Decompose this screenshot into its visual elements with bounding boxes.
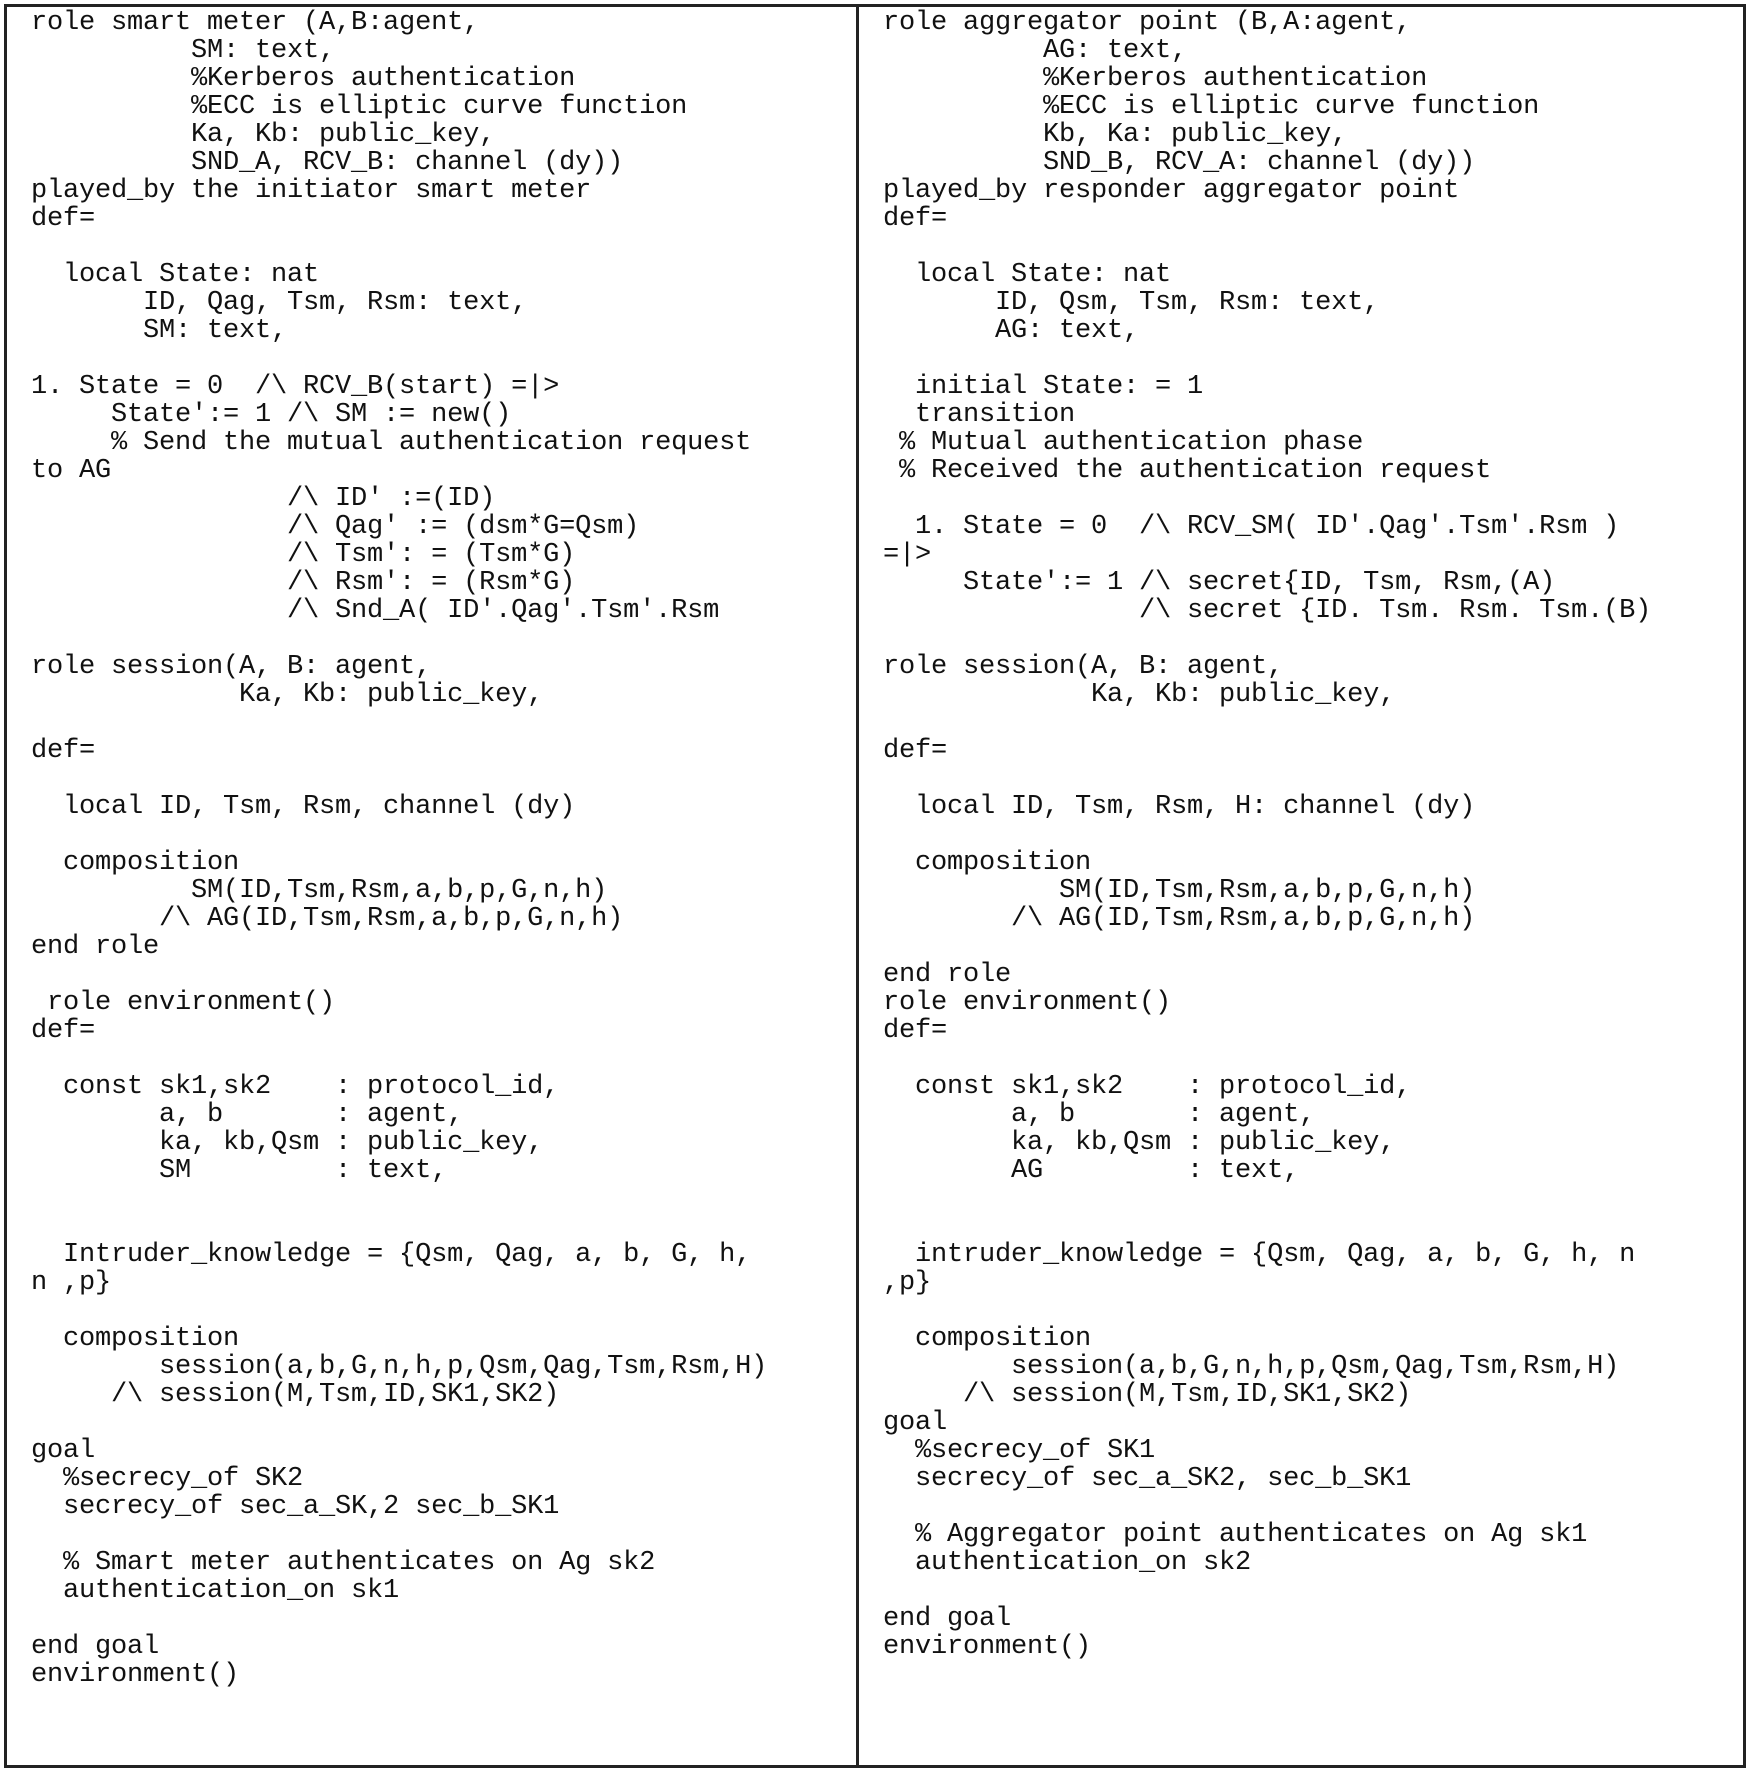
code-line: session(a,b,G,n,h,p,Qsm,Qag,Tsm,Rsm,H)	[31, 1352, 768, 1382]
code-line: role session(A, B: agent,	[31, 652, 432, 682]
code-line: 1. State = 0 /\ RCV_SM( ID'.Qag'.Tsm'.Rsm )	[883, 512, 1620, 542]
code-line: =|>	[883, 540, 932, 570]
code-line	[883, 485, 1739, 513]
code-line: role aggregator point (B,A:agent,	[883, 8, 1412, 38]
code-line: %Kerberos authentication	[883, 64, 1428, 94]
code-line: a, b : agent,	[31, 1100, 464, 1130]
code-line	[883, 233, 1739, 261]
code-line: role environment()	[31, 988, 336, 1018]
code-line	[31, 233, 852, 261]
code-line: /\ AG(ID,Tsm,Rsm,a,b,p,G,n,h)	[31, 904, 624, 934]
aggregator-point-code-block	[883, 9, 1739, 1661]
hlpsl-spec-table	[4, 4, 1746, 1768]
code-line: /\ Snd_A( ID'.Qag'.Tsm'.Rsm	[31, 596, 720, 626]
code-line: SM: text,	[31, 36, 336, 66]
code-line	[31, 961, 852, 989]
code-line: /\ ID' :=(ID)	[31, 484, 496, 514]
code-line	[883, 1493, 1739, 1521]
code-line: authentication_on sk2	[883, 1548, 1252, 1578]
code-line: session(a,b,G,n,h,p,Qsm,Qag,Tsm,Rsm,H)	[883, 1352, 1620, 1382]
code-line	[883, 345, 1739, 373]
code-line	[31, 765, 852, 793]
code-line: def=	[31, 736, 96, 766]
code-line: def=	[883, 204, 948, 234]
code-line: /\ session(M,Tsm,ID,SK1,SK2)	[31, 1380, 560, 1410]
code-line: /\ Rsm': = (Rsm*G)	[31, 568, 576, 598]
code-line	[883, 1213, 1739, 1241]
code-line: % Mutual authentication phase	[883, 428, 1364, 458]
code-line	[31, 345, 852, 373]
code-line: role environment()	[883, 988, 1172, 1018]
code-line: composition	[883, 1324, 1092, 1354]
code-line: transition	[883, 400, 1076, 430]
code-line: Ka, Kb: public_key,	[31, 680, 544, 710]
code-line: played_by responder aggregator point	[883, 176, 1460, 206]
code-line: Intruder_knowledge = {Qsm, Qag, a, b, G, h,	[31, 1240, 752, 1270]
code-line: % Smart meter authenticates on Ag sk2	[31, 1548, 656, 1578]
code-line: /\ secret {ID. Tsm. Rsm. Tsm.(B)	[883, 596, 1652, 626]
code-line: SM: text,	[31, 316, 288, 346]
code-line: % Received the authentication request	[883, 456, 1492, 486]
code-line: ,p}	[883, 1268, 932, 1298]
code-line: /\ Qag' := (dsm*G=Qsm)	[31, 512, 640, 542]
code-line: SND_A, RCV_B: channel (dy))	[31, 148, 624, 178]
code-line: played_by the initiator smart meter	[31, 176, 592, 206]
code-line	[31, 1185, 852, 1213]
code-line: composition	[31, 1324, 240, 1354]
code-line: def=	[883, 736, 948, 766]
code-line: const sk1,sk2 : protocol_id,	[883, 1072, 1412, 1102]
code-line: ID, Qag, Tsm, Rsm: text,	[31, 288, 528, 318]
code-line: authentication_on sk1	[31, 1576, 400, 1606]
code-line: ka, kb,Qsm : public_key,	[31, 1128, 544, 1158]
code-line: SM(ID,Tsm,Rsm,a,b,p,G,n,h)	[883, 876, 1476, 906]
code-line: AG: text,	[883, 36, 1188, 66]
smart-meter-column	[7, 7, 859, 1765]
code-line: role smart meter (A,B:agent,	[31, 8, 480, 38]
code-line	[31, 709, 852, 737]
code-line: environment()	[31, 1660, 240, 1690]
code-line: def=	[31, 204, 96, 234]
code-line	[31, 1045, 852, 1073]
code-line	[31, 821, 852, 849]
code-line	[883, 765, 1739, 793]
code-line	[883, 1577, 1739, 1605]
code-line: local ID, Tsm, Rsm, channel (dy)	[31, 792, 576, 822]
code-line: secrecy_of sec_a_SK,2 sec_b_SK1	[31, 1492, 560, 1522]
code-line: end goal	[883, 1604, 1012, 1634]
code-line: environment()	[883, 1632, 1092, 1662]
code-line	[883, 821, 1739, 849]
code-line: 1. State = 0 /\ RCV_B(start) =|>	[31, 372, 560, 402]
code-line: %secrecy_of SK2	[31, 1464, 304, 1494]
code-line: local State: nat	[883, 260, 1172, 290]
code-line: composition	[883, 848, 1092, 878]
code-line	[31, 625, 852, 653]
code-line: % Send the mutual authentication request	[31, 428, 752, 458]
code-line: end role	[31, 932, 160, 962]
code-line: intruder_knowledge = {Qsm, Qag, a, b, G, h, n	[883, 1240, 1636, 1270]
code-line: goal	[883, 1408, 948, 1438]
code-line: local ID, Tsm, Rsm, H: channel (dy)	[883, 792, 1476, 822]
code-line: Ka, Kb: public_key,	[31, 120, 496, 150]
code-line: SM : text,	[31, 1156, 448, 1186]
code-line	[883, 1045, 1739, 1073]
code-line: %ECC is elliptic curve function	[31, 92, 688, 122]
code-line: State':= 1 /\ SM := new()	[31, 400, 512, 430]
code-line	[883, 709, 1739, 737]
code-line: composition	[31, 848, 240, 878]
code-line	[883, 1297, 1739, 1325]
code-line: local State: nat	[31, 260, 320, 290]
code-line: def=	[31, 1016, 96, 1046]
code-line: State':= 1 /\ secret{ID, Tsm, Rsm,(A)	[883, 568, 1556, 598]
code-line: end role	[883, 960, 1012, 990]
code-line	[31, 1521, 852, 1549]
code-line: end goal	[31, 1632, 160, 1662]
code-line	[883, 933, 1739, 961]
code-line: %secrecy_of SK1	[883, 1436, 1156, 1466]
code-line: SM(ID,Tsm,Rsm,a,b,p,G,n,h)	[31, 876, 608, 906]
aggregator-point-column	[859, 7, 1743, 1765]
code-line	[31, 1605, 852, 1633]
code-line: secrecy_of sec_a_SK2, sec_b_SK1	[883, 1464, 1412, 1494]
code-line: AG: text,	[883, 316, 1140, 346]
code-line: goal	[31, 1436, 96, 1466]
code-line: ID, Qsm, Tsm, Rsm: text,	[883, 288, 1380, 318]
code-line	[883, 1185, 1739, 1213]
code-line	[31, 1409, 852, 1437]
code-line: const sk1,sk2 : protocol_id,	[31, 1072, 560, 1102]
code-line: def=	[883, 1016, 948, 1046]
code-line: SND_B, RCV_A: channel (dy))	[883, 148, 1476, 178]
smart-meter-code-block	[31, 9, 852, 1689]
code-line: initial State: = 1	[883, 372, 1204, 402]
code-line: to AG	[31, 456, 112, 486]
code-line: ka, kb,Qsm : public_key,	[883, 1128, 1396, 1158]
code-line: n ,p}	[31, 1268, 112, 1298]
code-line: /\ session(M,Tsm,ID,SK1,SK2)	[883, 1380, 1412, 1410]
code-line	[31, 1213, 852, 1241]
code-line: % Aggregator point authenticates on Ag sk1	[883, 1520, 1588, 1550]
code-line: /\ AG(ID,Tsm,Rsm,a,b,p,G,n,h)	[883, 904, 1476, 934]
code-line: role session(A, B: agent,	[883, 652, 1284, 682]
code-line	[31, 1297, 852, 1325]
code-line	[883, 625, 1739, 653]
code-line: Kb, Ka: public_key,	[883, 120, 1348, 150]
code-line: AG : text,	[883, 1156, 1300, 1186]
code-line: %ECC is elliptic curve function	[883, 92, 1540, 122]
code-line: %Kerberos authentication	[31, 64, 576, 94]
code-line: Ka, Kb: public_key,	[883, 680, 1396, 710]
code-line: a, b : agent,	[883, 1100, 1316, 1130]
code-line: /\ Tsm': = (Tsm*G)	[31, 540, 576, 570]
